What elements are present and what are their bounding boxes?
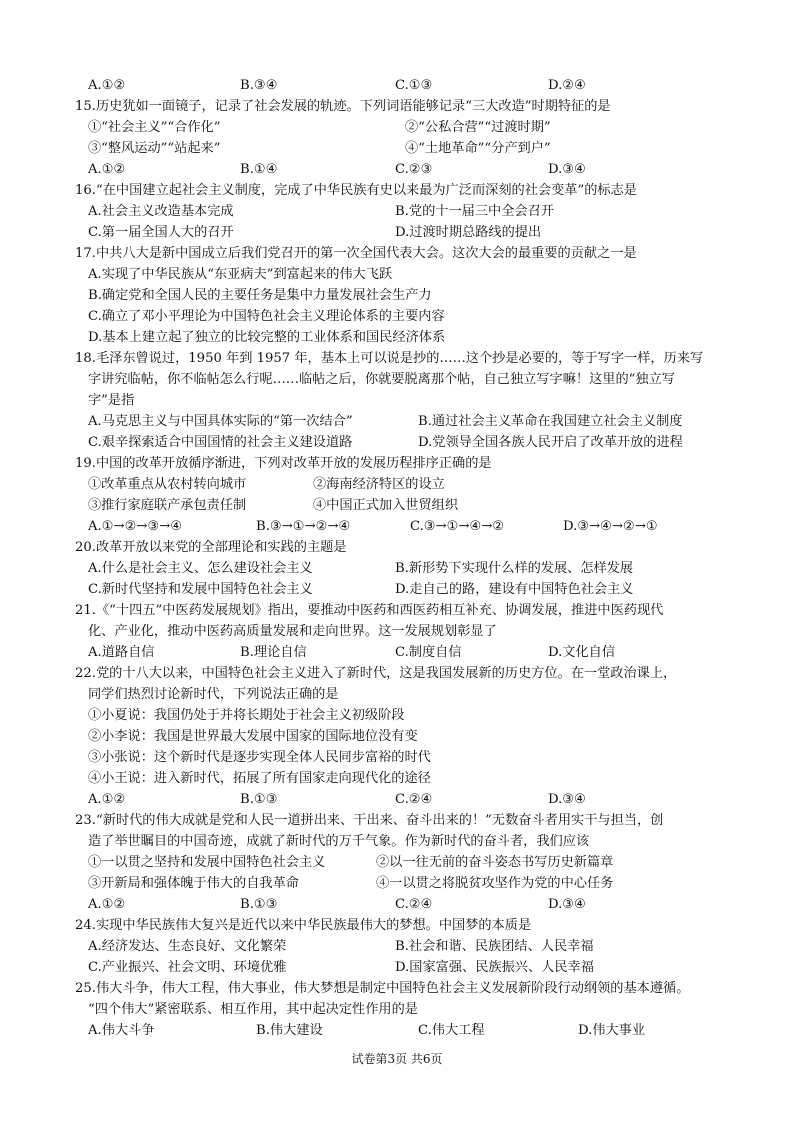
option: B.通过社会主义革命在我国建立社会主义制度 [418, 414, 683, 429]
option: A.①② [88, 78, 126, 93]
statement-item: ②“公私合营”“过渡时期” [405, 120, 551, 135]
option: D.国家富强、民族振兴、人民幸福 [395, 960, 594, 975]
option: B.确定党和全国人民的主要任务是集中力量发展社会生产力 [88, 288, 432, 303]
statement-item: ③推行家庭联产承包责任制 [88, 498, 247, 513]
option: D.③④ [548, 897, 586, 912]
option: C.制度自信 [395, 645, 462, 660]
question-stem: 23.“新时代的伟大成就是党和人民一道拼出来、干出来、奋斗出来的！”无数奋斗者用实干与担当，创 [75, 813, 664, 828]
statement-item: ④中国正式加入世贸组织 [313, 498, 459, 513]
option: D.③→④→②→① [563, 519, 658, 534]
statement-item: ③“整风运动”“站起来” [88, 141, 221, 156]
option: C.②③ [395, 162, 433, 177]
option: B.党的十一届三中全会召开 [395, 204, 554, 219]
option: C.③→①→④→② [410, 519, 505, 534]
option: A.经济发达、生态良好、文化繁荣 [88, 939, 287, 954]
option: B.①③ [240, 897, 278, 912]
question-stem: 同学们热烈讨论新时代，下列说法正确的是 [88, 687, 339, 702]
page-footer: 试卷第3页 共6页 [351, 1052, 443, 1066]
option: D.过渡时期总路线的提出 [395, 225, 542, 240]
question-stem: 21.《“十四五”中医药发展规划》指出，要推动中医药和西医药相互补充、协调发展，推进中医药现代 [75, 603, 664, 618]
option: D.③④ [548, 792, 586, 807]
option: B.③→①→②→④ [256, 519, 351, 534]
question-stem: 字讲究临帖，你不临帖怎么行呢……临帖之后，你就要脱离那个帖，自己独立写字嘛！这里的“独立写 [88, 372, 675, 387]
option: A.实现了中华民族从“东亚病夫”到富起来的伟大飞跃 [88, 267, 393, 282]
option: A.①→②→③→④ [88, 519, 183, 534]
option: D.基本上建立起了独立的比较完整的工业体系和国民经济体系 [88, 330, 446, 345]
option: C.伟大工程 [418, 1023, 485, 1038]
option: A.什么是社会主义、怎么建设社会主义 [88, 561, 313, 576]
question-stem: 18.毛泽东曾说过，1950 年到 1957 年，基本上可以说是抄的……这个抄是必要的，等于写字一样，历来写 [75, 351, 704, 366]
option: B.①③ [240, 792, 278, 807]
statement-item: ②海南经济特区的设立 [313, 477, 445, 492]
question-stem: 字”是指 [88, 393, 135, 408]
option: D.文化自信 [548, 645, 616, 660]
option: B.③④ [240, 78, 278, 93]
question-stem: 15.历史犹如一面镜子，记录了社会发展的轨迹。下列词语能够记录“三大改造”时期特征的是 [75, 99, 611, 114]
question-stem: 19.中国的改革开放循序渐进，下列对改革开放的发展历程排序正确的是 [75, 456, 492, 471]
question-stem: 17.中共八大是新中国成立后我们党召开的第一次全国代表大会。这次大会的最重要的贡献之一是 [75, 246, 637, 261]
statement-item: ①改革重点从农村转向城市 [88, 477, 247, 492]
option: A.伟大斗争 [88, 1023, 155, 1038]
statement-item: ②小李说：我国是世界最大发展中国家的国际地位没有变 [88, 729, 418, 744]
option: C.确立了邓小平理论为中国特色社会主义理论体系的主要内容 [88, 309, 445, 324]
question-stem: 20.改革开放以来党的全部理论和实践的主题是 [75, 540, 347, 555]
question-stem: 造了举世瞩目的中国奇迹，成就了新时代的万千气象。作为新时代的奋斗者，我们应该 [88, 834, 590, 849]
statement-item: ①小夏说：我国仍处于并将长期处于社会主义初级阶段 [88, 708, 405, 723]
statement-item: ④小王说：进入新时代，拓展了所有国家走向现代化的途径 [88, 771, 431, 786]
option: C.艰辛探索适合中国国情的社会主义建设道路 [88, 435, 353, 450]
question-stem: 16.“在中国建立起社会主义制度，完成了中华民族有史以来最为广泛而深刻的社会变革”的标志是 [75, 183, 637, 198]
option: D.③④ [548, 162, 586, 177]
option: C.②④ [395, 792, 433, 807]
question-stem: 24.实现中华民族伟大复兴是近代以来中华民族最伟大的梦想。中国梦的本质是 [75, 918, 532, 933]
option: C.新时代坚持和发展中国特色社会主义 [88, 582, 313, 597]
option: B.新形势下实现什么样的发展、怎样发展 [395, 561, 634, 576]
statement-item: ③小张说：这个新时代是逐步实现全体人民同步富裕的时代 [88, 750, 431, 765]
statement-item: ④一以贯之将脱贫攻坚作为党的中心任务 [376, 876, 614, 891]
option: A.①② [88, 162, 126, 177]
question-stem: 化、产业化，推动中医药高质量发展和走向世界。这一发展规划彰显了 [88, 624, 497, 639]
statement-item: ①一以贯之坚持和发展中国特色社会主义 [88, 855, 326, 870]
statement-item: ①“社会主义”“合作化” [88, 120, 221, 135]
statement-item: ④“土地革命”“分产到户” [405, 141, 551, 156]
statement-item: ②以一往无前的奋斗姿态书写历史新篇章 [376, 855, 614, 870]
question-stem: 22.党的十八大以来，中国特色社会主义进入了新时代，这是我国发展新的历史方位。在一堂政治课上， [75, 666, 677, 681]
option: B.伟大建设 [256, 1023, 323, 1038]
question-stem: “四个伟大”紧密联系、相互作用，其中起决定性作用的是 [88, 1002, 418, 1017]
option: B.社会和谐、民族团结、人民幸福 [395, 939, 594, 954]
statement-item: ③开新局和强体魄于伟大的自我革命 [88, 876, 299, 891]
option: A.社会主义改造基本完成 [88, 204, 234, 219]
option: D.②④ [548, 78, 586, 93]
option: A.道路自信 [88, 645, 155, 660]
option: D.走自己的路，建设有中国特色社会主义 [395, 582, 634, 597]
question-stem: 25.伟大斗争，伟大工程，伟大事业，伟大梦想是制定中国特色社会主义发展新阶段行动纲领的基本遵循。 [75, 981, 690, 996]
option: B.①④ [240, 162, 278, 177]
option: A.①② [88, 897, 126, 912]
option: B.理论自信 [240, 645, 307, 660]
option: C.第一届全国人大的召开 [88, 225, 234, 240]
option: C.①③ [395, 78, 433, 93]
option: A.①② [88, 792, 126, 807]
option: D.党领导全国各族人民开启了改革开放的进程 [418, 435, 683, 450]
option: A.马克思主义与中国具体实际的“第一次结合” [88, 414, 353, 429]
option: C.产业振兴、社会文明、环境优雅 [88, 960, 287, 975]
option: D.伟大事业 [578, 1023, 646, 1038]
option: C.②④ [395, 897, 433, 912]
